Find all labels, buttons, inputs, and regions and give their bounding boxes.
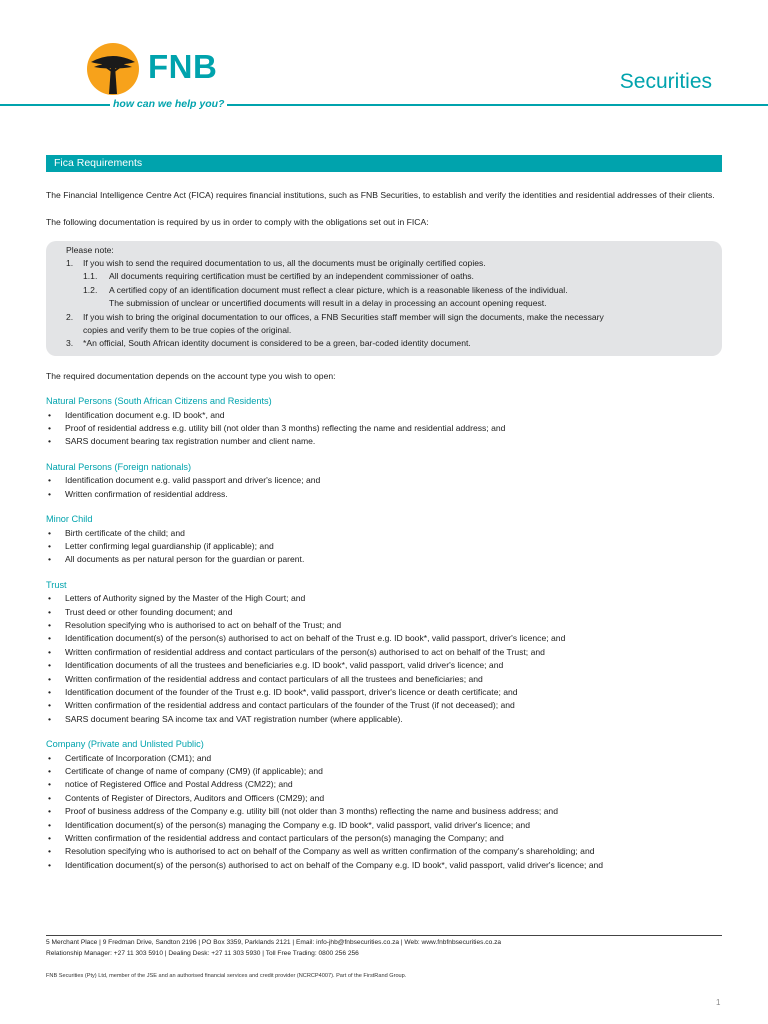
footer-rule [46,935,722,936]
requirement-list [46,474,722,501]
list-item: • Identification document(s) of the person(s) managing the Company e.g. ID book*, valid passport, valid driver's licence; and [46,819,722,832]
list-item: • notice of Registered Office and Postal Address (CM22); and [46,778,722,791]
section-title: Fica Requirements [54,157,143,169]
list-item: • Written confirmation of residential address and contact particulars of the person(s) authorised to act on behalf of the Trust; and [46,646,722,659]
documentation-intro: The following documentation is required by us in order to comply with the obligations set out in FICA: [46,216,429,227]
list-item: • Resolution specifying who is authorised to act on behalf of the Company as well as written confirmation of the company's shareholding; and [46,845,722,858]
list-item: • Proof of residential address e.g. utility bill (not older than 3 months) reflecting the name and residential address; and [46,422,722,435]
category-heading: Minor Child [46,514,93,525]
note-subitem: 1.2. A certified copy of an identification document must reflect a clear picture, which is a reasonable likeness of the individual. [83,284,568,295]
note-heading: Please note: [66,244,114,255]
requirement-list [46,527,722,567]
category-heading: Trust [46,579,67,590]
list-item: • Identification document(s) of the person(s) authorised to act on behalf of the Trust e.g. ID book*, valid passport, driver's licence; and [46,632,722,645]
section-bar [46,155,722,172]
note-item: 2. If you wish to bring the original documentation to our offices, a FNB Securities staff member will sign the documents, make the necessary [66,311,604,322]
category-heading: Natural Persons (Foreign nationals) [46,461,192,472]
list-item: • Resolution specifying who is authorised to act on behalf of the Trust; and [46,619,722,632]
list-item: • Identification document(s) of the person(s) authorised to act on behalf of the Company e.g. ID book*, valid passport, valid driver's licence; and [46,859,722,872]
list-item: • Written confirmation of the residential address and contact particulars of the person(s) managing the Company; and [46,832,722,845]
note-item: 3. *An official, South African identity document is considered to be a green, bar-coded identity document. [66,338,471,349]
list-item: • Contents of Register of Directors, Auditors and Officers (CM29); and [46,792,722,805]
list-item: • Birth certificate of the child; and [46,527,722,540]
note-subitem-continuation: The submission of unclear or uncertified documents will result in a delay in processing an account opening request. [109,298,547,309]
list-item: • All documents as per natural person for the guardian or parent. [46,553,722,566]
list-item: • Identification document e.g. ID book*, and [46,409,722,422]
footer-legal: FNB Securities (Pty) Ltd, member of the JSE and an authorised financial services and credit provider (NCRCP4007). Part of the FirstRand Group. [46,973,407,979]
list-item: • SARS document bearing tax registration number and client name. [46,435,722,448]
note-subitem: 1.1. All documents requiring certification must be certified by an independent commissioner of oaths. [83,271,474,282]
requirement-list [46,592,722,726]
list-item: • Written confirmation of the residential address and contact particulars of all the trustees and beneficiaries; and [46,673,722,686]
list-item: • SARS document bearing SA income tax and VAT registration number (where applicable). [46,713,722,726]
note-item-continuation: copies and verify them to be true copies of the original. [83,325,292,336]
requirement-list [46,752,722,873]
document-body [46,189,722,872]
list-item: • Identification document e.g. valid passport and driver's licence; and [46,474,722,487]
acacia-tree-logo-icon [86,42,140,96]
list-item: • Written confirmation of residential address. [46,488,722,501]
category-heading: Natural Persons (South African Citizens and Residents) [46,396,272,407]
list-item: • Identification document of the founder of the Trust e.g. ID book*, valid passport, driver's licence or death certificate; and [46,686,722,699]
list-item: • Certificate of Incorporation (CM1); and [46,752,722,765]
account-type-intro: The required documentation depends on the account type you wish to open: [46,370,336,381]
tagline: how can we help you? [110,98,227,110]
list-item: • Letters of Authority signed by the Master of the High Court; and [46,592,722,605]
logo-text: FNB [148,48,218,85]
note-box [46,241,722,356]
page-title: Securities [619,70,712,93]
note-item: 1. If you wish to send the required documentation to us, all the documents must be originally certified copies. [66,258,486,268]
requirement-list [46,409,722,449]
footer-contacts: Relationship Manager: +27 11 303 5910 | Dealing Desk: +27 11 303 5930 | Toll Free Trading: 0800 256 256 [46,950,359,957]
page-number: 1 [716,998,721,1007]
footer-address: 5 Merchant Place | 9 Fredman Drive, Sandton 2196 | PO Box 3359, Parklands 2121 | Email: info-jhb@fnbsecurities.co.za | Web: www.fnbfnbsecurities.co.za [46,939,502,946]
list-item: • Written confirmation of the residential address and contact particulars of the founder of the Trust (if not deceased); and [46,699,722,712]
list-item: • Proof of business address of the Company e.g. utility bill (not older than 3 months) reflecting the name and business address; and [46,805,722,818]
list-item: • Certificate of change of name of company (CM9) (if applicable); and [46,765,722,778]
list-item: • Trust deed or other founding document; and [46,606,722,619]
intro-paragraph: The Financial Intelligence Centre Act (FICA) requires financial institutions, such as FNB Securities, to establish and verify the identities and residential addresses of their clients. [46,190,715,200]
list-item: • Identification documents of all the trustees and beneficiaries e.g. ID book*, valid passport, valid driver's licence; and [46,659,722,672]
category-heading: Company (Private and Unlisted Public) [46,739,204,750]
list-item: • Letter confirming legal guardianship (if applicable); and [46,540,722,553]
